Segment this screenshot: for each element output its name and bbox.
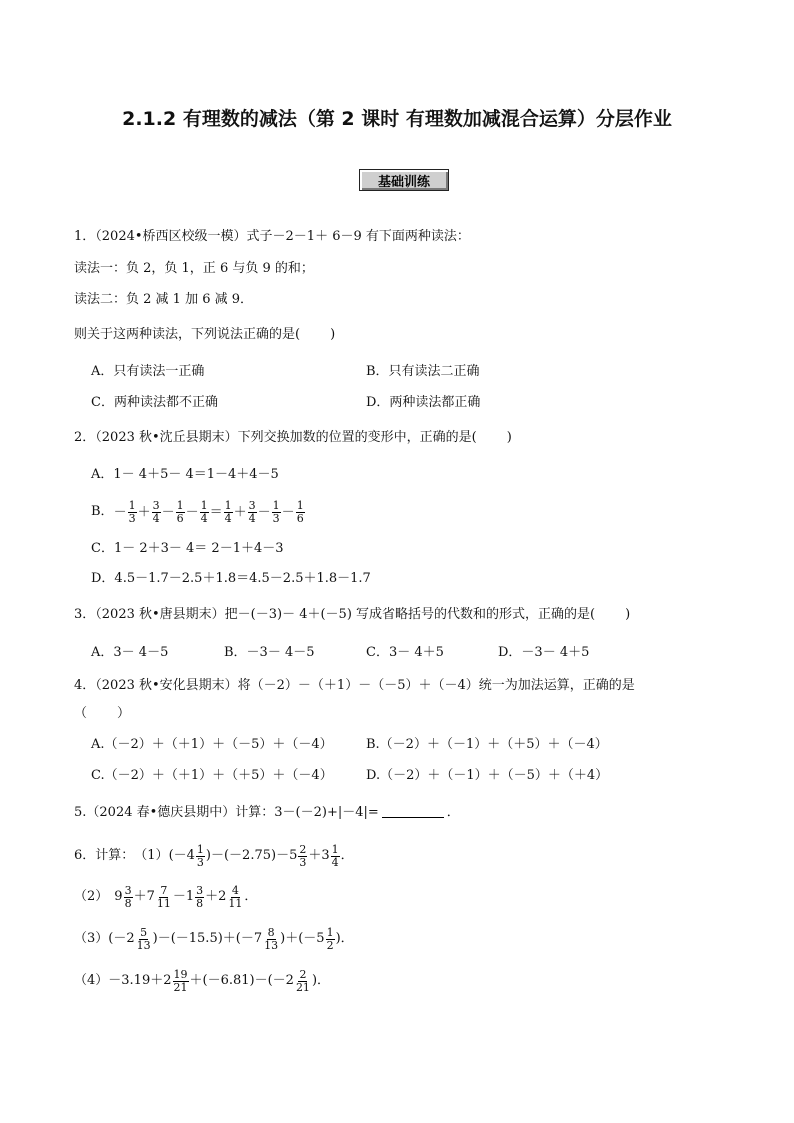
q6-p3-frac3: $\frac{1}{2}$: [326, 925, 334, 952]
operator-sign: ＝: [209, 504, 223, 520]
operator-sign: －: [185, 504, 199, 520]
q2-option-b[interactable]: [91, 497, 306, 527]
fraction: $\frac{1}{6}$: [176, 498, 184, 525]
operator-sign: －: [281, 504, 295, 520]
q6-p3-term: )－(－15.5)＋(－7: [152, 931, 263, 946]
q2-stem: [74, 429, 512, 447]
operator-sign: －: [257, 504, 271, 520]
q6-p2-term: ＋2: [205, 889, 227, 904]
fraction: $\frac{3}{4}$: [152, 498, 160, 525]
q2-option-b-label: B．: [91, 504, 114, 519]
fraction: $\frac{1}{3}$: [128, 498, 136, 525]
q6-p2-frac2: $\frac{7}{11}$: [156, 883, 171, 910]
q4-paren-close: ）: [117, 706, 131, 721]
q1-option-c[interactable]: C．两种读法都不正确: [91, 395, 218, 410]
operator-sign: ＋: [137, 504, 151, 520]
q6-p1-term: (－4: [168, 848, 195, 863]
q6-p4-term: －3.19＋2: [108, 973, 172, 988]
q6-p1-term: ＋3: [308, 848, 330, 863]
q1-question-end: ): [330, 327, 336, 342]
q2-option-d[interactable]: D．4.5－1.7－2.5＋1.8＝4.5－2.5＋1.8－1.7: [91, 571, 371, 586]
q6-p2-label: （2）: [74, 889, 109, 904]
fraction: $\frac{1}{3}$: [272, 498, 280, 525]
q5-stem: [74, 804, 460, 822]
q5-stem-end: ．: [446, 805, 460, 820]
q1-reading2: 读法二：负 2 减 1 加 6 减 9．: [74, 292, 254, 307]
q4-stem: 4．（2023 秋•安化县期末）将（－2）－（＋1）－（－5）＋（－4）统一为加法运算，正确的是: [74, 678, 635, 693]
q6-part3: [74, 924, 354, 954]
q5-stem-text: 5.（2024 春•德庆县期中）计算：3－(－2)+|－4|=: [74, 805, 379, 820]
q6-p2-frac3: $\frac{3}{8}$: [196, 883, 204, 910]
q4-paren-open: （: [74, 706, 88, 721]
q6-p1-frac3: $\frac{1}{4}$: [331, 842, 339, 869]
q3-stem-text: 3．（2023 秋•唐县期末）把－(－3)－ 4＋(－5) 写成省略括号的代数和的形式，正确的是(: [74, 607, 596, 622]
q6-p3-end: )．: [335, 931, 354, 946]
fraction: $\frac{1}{6}$: [296, 498, 304, 525]
q1-option-a[interactable]: A．只有读法一正确: [91, 364, 205, 379]
q6-p2-term: ＋7: [133, 889, 155, 904]
q6-p1-term: )－(－2.75)－5: [205, 848, 298, 863]
q2-option-a[interactable]: A．1－ 4＋5－ 4＝1－4＋4－5: [91, 467, 279, 482]
q4-option-c[interactable]: C.（－2）＋（＋1）＋（＋5）＋（－4）: [91, 768, 333, 783]
q6-p3-term: )＋(－5: [280, 931, 325, 946]
q3-option-d[interactable]: D．－3－ 4＋5: [498, 645, 590, 660]
q3-option-b[interactable]: B．－3－ 4－5: [224, 645, 315, 660]
q1-stem: 1．（2024•桥西区校级一模）式子－2－1＋ 6－9 有下面两种读法：: [74, 229, 470, 244]
q4-option-a[interactable]: A.（－2）＋（＋1）＋（－5）＋（－4）: [91, 737, 333, 752]
q6-label: 6．计算：: [74, 848, 135, 863]
q6-p4-label: （4）: [74, 973, 109, 988]
q3-option-c[interactable]: C．3－ 4＋5: [366, 645, 444, 660]
page-title: 2.1.2 有理数的减法（第 2 课时 有理数加减混合运算）分层作业: [122, 108, 672, 130]
q6-p1-end: ．: [340, 848, 354, 863]
operator-sign: ＋: [233, 504, 247, 520]
fraction: $\frac{1}{4}$: [200, 498, 208, 525]
q6-p3-frac1: $\frac{5}{13}$: [136, 925, 151, 952]
q6-p2-end: ．: [244, 889, 258, 904]
q5-answer-blank[interactable]: [382, 804, 444, 818]
q2-option-c[interactable]: C．1－ 2＋3－ 4＝ 2－1＋4－3: [91, 541, 284, 556]
q3-stem: [74, 606, 630, 624]
section-badge: 基础训练: [359, 169, 449, 191]
q1-option-b[interactable]: B．只有读法二正确: [366, 364, 480, 379]
q6-p4-end: )．: [311, 973, 331, 988]
q6-p4-frac2: $\frac{2}{21}$: [295, 967, 310, 994]
q6-p1-label: （1）: [134, 848, 169, 863]
fraction: $\frac{1}{4}$: [224, 498, 232, 525]
q6-part4: [74, 966, 330, 996]
q2-stem-text: 2．（2023 秋•沈丘县期末）下列交换加数的位置的变形中，正确的是(: [74, 430, 477, 445]
q6-p4-term: ＋(－6.81)－(－2: [189, 973, 294, 988]
q4-option-d[interactable]: D.（－2）＋（－1）＋（－5）＋（＋4）: [366, 768, 609, 783]
operator-sign: －: [161, 504, 175, 520]
q6-p1-frac2: $\frac{2}{3}$: [299, 842, 307, 869]
q6-p1-frac1: $\frac{1}{3}$: [196, 842, 204, 869]
q4-option-b[interactable]: B.（－2）＋（－1）＋（＋5）＋（－4）: [366, 737, 608, 752]
q2-option-b-expression: [114, 500, 306, 525]
q6-p2-frac4: $\frac{4}{11}$: [228, 883, 243, 910]
q1-option-d[interactable]: D．两种读法都正确: [366, 395, 481, 410]
q1-question-text: 则关于这两种读法，下列说法正确的是(: [74, 327, 301, 342]
fraction: $\frac{3}{4}$: [248, 498, 256, 525]
q6-part2: [74, 882, 257, 912]
q3-option-a[interactable]: A．3－ 4－5: [91, 645, 169, 660]
operator-sign: －: [113, 504, 127, 520]
q4-stem-paren: [74, 705, 130, 723]
q6-p2-term: －1: [172, 889, 195, 904]
q6-p3-frac2: $\frac{8}{13}$: [264, 925, 279, 952]
q6-part1: [74, 841, 354, 871]
q1-question: [74, 326, 335, 344]
q6-p4-frac1: $\frac{19}{21}$: [173, 967, 188, 994]
q3-stem-end: ): [625, 607, 631, 622]
q6-p3-label: （3）: [74, 931, 109, 946]
q1-reading1: 读法一：负 2，负 1，正 6 与负 9 的和；: [74, 261, 314, 276]
q6-p3-term: (－2: [108, 931, 135, 946]
q6-p2-whole: 9: [114, 889, 123, 904]
q6-p2-frac1: $\frac{3}{8}$: [124, 883, 132, 910]
q2-stem-end: ): [506, 430, 512, 445]
